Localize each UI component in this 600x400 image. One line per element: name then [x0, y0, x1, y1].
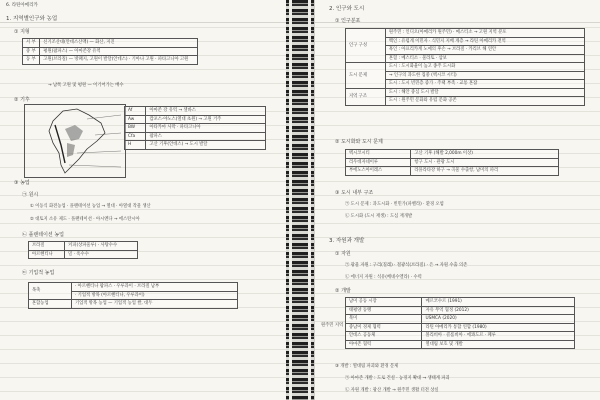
cell: 도시 : 도시 빈민층 증가 · 주택 부족 · 교통 혼잡	[385, 80, 584, 89]
cell: 백인 : 유럽계 이민자 · 식민지 지배 계층 → 라틴 아메리카 전역	[385, 37, 584, 46]
cell: 라틴 아메리카 통합 연합 (1980)	[422, 323, 575, 332]
cell: 아마존 강 유역 → 셀바스	[146, 107, 266, 116]
terrain-table	[22, 38, 198, 65]
map-sketch	[25, 105, 125, 177]
cell: H	[125, 141, 146, 150]
cell: 아타카마 사막 · 파타고니아	[146, 124, 266, 133]
left-header-note: 6. 라틴아메리카	[6, 3, 38, 8]
south-america-map	[24, 104, 126, 178]
table-row	[29, 242, 138, 251]
table-row	[346, 306, 575, 315]
table-row	[346, 158, 559, 167]
cell: 커피(상파울루) · 사탕수수	[65, 242, 138, 251]
organization-table	[345, 297, 575, 349]
table-row	[346, 323, 575, 332]
cell: 메르코수르 (1991)	[422, 298, 575, 307]
org-group-label: 원주민 지역	[321, 323, 344, 328]
subheading-urbanization: ② 도시화와 도시 문제	[335, 139, 383, 145]
section3-title: 3. 자원과 개발	[329, 238, 365, 244]
cell: 브라질	[29, 242, 65, 251]
cell: 고원(브라질) — 방패지, 고원이 발달(안데스) · 기아나 고원 · 파타고니아 고원	[40, 56, 198, 65]
subheading-climate: ② 기후	[14, 97, 30, 103]
cell: · 기업적 방목 (아르헨티나, 우루과이)	[71, 291, 237, 300]
cell: · 아르헨티나 팜파스 · 우루과이 · 브라질 남부	[71, 283, 237, 292]
table-row	[23, 56, 198, 65]
terrain-note: → 남쪽 고원 및 평원 — 이기어가는 배수	[48, 83, 124, 88]
cell: 팜파스	[146, 132, 266, 141]
group-label: 인구 구성	[346, 29, 386, 63]
cell: → 인구의 과도한 집중 (멕시코 시티)	[385, 71, 584, 80]
cell: 볼리비아 · 콜롬비아 · 에콰도르 · 페루	[422, 332, 575, 341]
cell: 동 부	[23, 56, 40, 65]
cell: 목축	[29, 283, 72, 300]
table-row	[29, 250, 138, 259]
cell: 도시 : 원주민 문화와 유럽 문화 공존	[385, 97, 584, 106]
subheading-population: ① 인구분포	[335, 18, 361, 24]
cell: 항구 도시 · 관광 도시	[411, 158, 559, 167]
cell: 자유 무역 협정 (2012)	[422, 306, 575, 315]
group-label: 도시 문제	[346, 63, 386, 89]
resource-line-1: ㉠ 광물 자원 : 구리(칠레) · 철광석(브라질) · 은 → 자원 수출 의존	[345, 263, 468, 268]
table-row	[125, 115, 266, 124]
cell: 혼혈 : 메스티소 · 물라토 · 삼보	[385, 54, 584, 63]
table-row	[346, 298, 575, 307]
climate-table	[124, 106, 266, 150]
table-row	[346, 315, 575, 324]
cell: 고산 기후(안데스) → 도시 발달	[146, 141, 266, 150]
cell: 멕시코시티	[346, 150, 411, 159]
right-page	[314, 0, 600, 400]
spiral-binding	[286, 0, 314, 400]
table-row	[346, 150, 559, 159]
table-row	[23, 47, 198, 56]
cell: 기업적 방목 농업 — 기업적 농업 쌀, 대두	[71, 300, 237, 309]
table-row	[346, 29, 585, 38]
subheading-terrain: ① 지형	[14, 29, 30, 35]
urban-line-2: ㉡ 도시화 (도시 재생) : 도심 재개발	[345, 214, 413, 219]
cell: Cfa	[125, 132, 146, 141]
urban-line-1: ㉠ 도시 문제 : 과도시화 · 빈민가(파벨라) · 환경 오염	[345, 202, 444, 207]
cell: 중남미 경제 협력	[346, 323, 422, 332]
table-row	[29, 300, 238, 309]
cell: 혼합농업	[29, 300, 72, 309]
table-row	[23, 39, 198, 48]
development-line-2: ㉠ 아마존 개발 : 도로 건설 · 농경지 확대 → 생태계 파괴	[345, 376, 450, 381]
cell: 리우데자네이루	[346, 158, 411, 167]
plantation-table	[28, 241, 138, 259]
cell: Aw	[125, 115, 146, 124]
table-row	[29, 283, 238, 292]
cell: 밀 · 옥수수	[65, 250, 138, 259]
cell: 캄포스·야노스(열대 초원) → 고원 거주	[146, 115, 266, 124]
cell: 열대림 보호 및 개발	[422, 340, 575, 349]
table-row	[346, 332, 575, 341]
subheading-urban-structure: ③ 도시 내부 구조	[335, 190, 374, 196]
section1-title: 1. 지역별인구와 농업	[6, 16, 58, 22]
cell: 부에노스아이레스	[346, 167, 411, 176]
cell: 북미	[346, 315, 422, 324]
subheading-plantation: ㉡ 플랜테이션 농업	[22, 232, 64, 238]
agriculture-line-1: ① 이동식 화전농업 · 플랜테이션 농업 → 열대 · 아열대 작물 생산	[30, 204, 151, 209]
cell: 태평양 동맹	[346, 306, 422, 315]
cell: 남미 공동 시장	[346, 298, 422, 307]
subheading-agriculture: ③ 농업	[14, 180, 30, 186]
table-row	[346, 340, 575, 349]
commercial-table	[28, 282, 238, 309]
table-row	[346, 167, 559, 176]
cell: Af	[125, 107, 146, 116]
cell: 흑인 : 아프리카계 노예의 후손 → 브라질 · 카리브 해 연안	[385, 46, 584, 55]
cell: 도시 : 도시화율이 높고 종주 도시화	[385, 63, 584, 72]
cell: USMCA (2020)	[422, 315, 575, 324]
table-row	[125, 132, 266, 141]
table-row	[125, 124, 266, 133]
cell: 도시 : 해안 중심 도시 발달	[385, 88, 584, 97]
agriculture-line-2: ② 대토지 소유 제도 · 플랜테이션 · 아시엔다 → 에스탄시아	[30, 217, 140, 222]
table-row	[125, 141, 266, 150]
cell: BW	[125, 124, 146, 133]
table-row	[125, 107, 266, 116]
section2-title: 2. 인구와 도시	[329, 6, 365, 12]
cell: 안데스 공동체	[346, 332, 422, 341]
development-line-1: ③ 개발 : 열대림 파괴와 환경 문제	[335, 364, 399, 369]
subheading-resources: ① 자원	[335, 251, 351, 257]
cell: 원주민 : 인디오(아메리카 원주민) · 메스티소 → 고원 지역 분포	[385, 29, 584, 38]
cell: 아르헨티나	[29, 250, 65, 259]
group-label: 지역 구조	[346, 88, 386, 105]
table-row	[346, 63, 585, 72]
resource-line-2: ㉡ 에너지 자원 : 석유(베네수엘라) · 수력	[345, 275, 422, 280]
population-table	[345, 28, 585, 106]
cell: 중 부	[23, 47, 40, 56]
left-page	[0, 0, 287, 400]
development-line-3: ㉡ 자원 개발 : 광산 개발 → 원주민 생활 터전 상실	[345, 388, 439, 393]
cell: 평원(팜파스) — 아마존강 유역	[40, 47, 198, 56]
subheading-commercial: ㉢ 기업적 농업	[22, 270, 55, 276]
cell: 신기조산대(안데스산맥) — 화산, 지진	[40, 39, 198, 48]
subheading-primitive: ㉠ 원시	[22, 192, 39, 198]
cell: 아마존 협력	[346, 340, 422, 349]
city-table	[345, 149, 559, 176]
cell: 고산 기후 (해발 2,000m 이상)	[411, 150, 559, 159]
table-row	[346, 88, 585, 97]
subheading-development: ② 개발	[335, 288, 351, 294]
cell: 서 부	[23, 39, 40, 48]
cell: 라플라타강 하구 → 곡물 수출항, 남미의 파리	[411, 167, 559, 176]
